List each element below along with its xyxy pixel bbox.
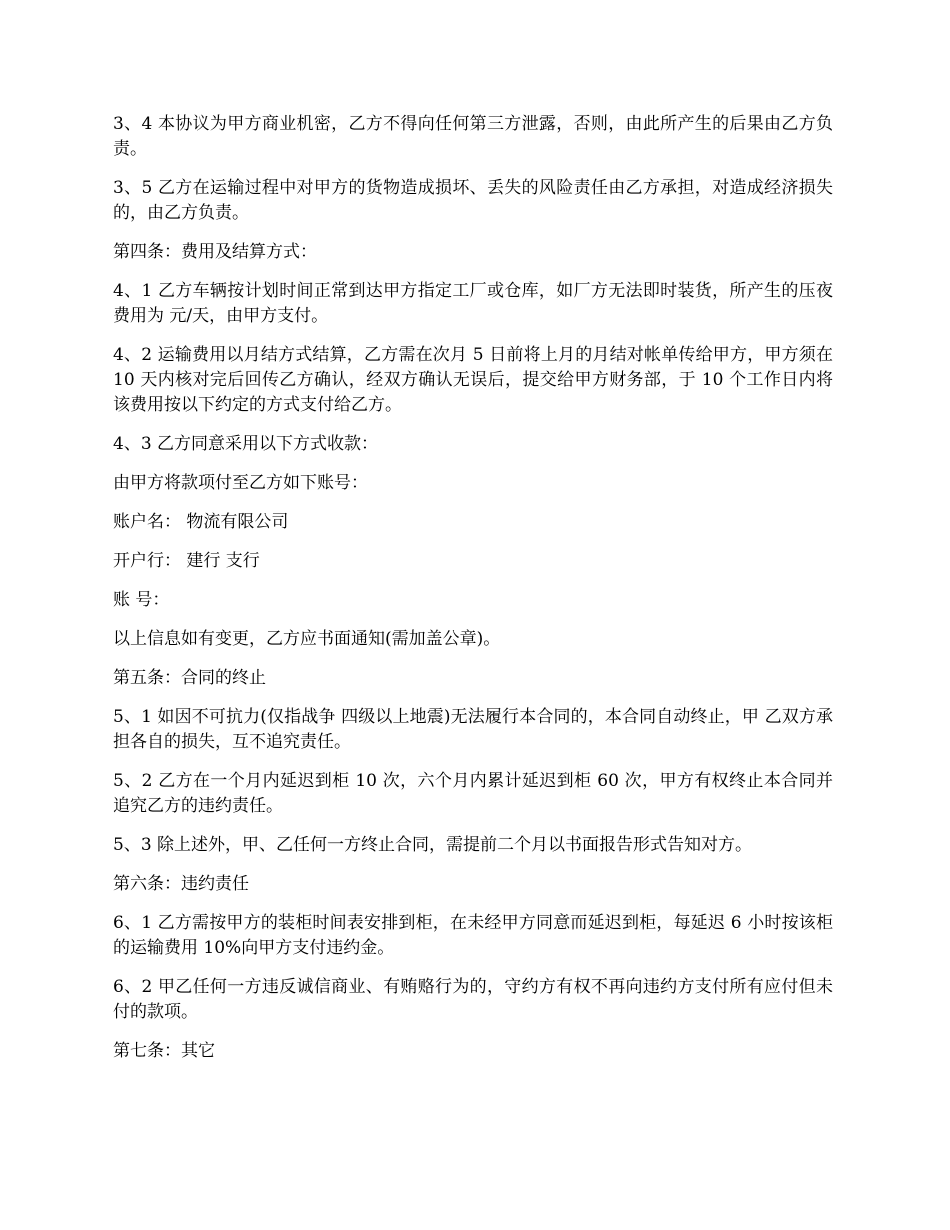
clause-4-3: 4、3 乙方同意采用以下方式收款：: [113, 434, 379, 454]
account-number-line: 账 号：: [113, 590, 170, 610]
payment-instruction: 由甲方将款项付至乙方如下账号：: [113, 473, 368, 493]
clause-6-1: 6、1 乙方需按甲方的装柜时间表安排到柜，在未经甲方同意而延迟到柜，每延迟 6 小时按该柜的运输费用 10%向甲方支付违约金。: [113, 913, 833, 958]
bank-line: 开户行： 建行 支行: [113, 551, 260, 571]
section-heading-article-4: 第四条：费用及结算方式：: [113, 242, 317, 262]
clause-5-2: 5、2 乙方在一个月内延迟到柜 10 次，六个月内累计延迟到柜 60 次，甲方有权终止本合同并追究乙方的违约责任。: [113, 771, 833, 816]
account-name-line: 账户名： 物流有限公司: [113, 512, 289, 532]
clause-3-5: 3、5 乙方在运输过程中对甲方的货物造成损坏、丢失的风险责任由乙方承担，对造成经济损失的，由乙方负责。: [113, 178, 833, 223]
clause-5-3: 5、3 除上述外，甲、乙任何一方终止合同，需提前二个月以书面报告形式告知对方。: [113, 835, 753, 855]
clause-4-2: 4、2 运输费用以月结方式结算，乙方需在次月 5 日前将上月的月结对帐单传给甲方，甲方须在 10 天内核对完后回传乙方确认，经双方确认无误后，提交给甲方财务部，于 10 个工作日内将该费用按以下约定的方式支付给乙方。: [113, 345, 833, 415]
change-notice: 以上信息如有变更，乙方应书面通知(需加盖公章)。: [113, 629, 501, 649]
section-heading-article-5: 第五条：合同的终止: [113, 668, 266, 688]
clause-4-1: 4、1 乙方车辆按计划时间正常到达甲方指定工厂或仓库，如厂方无法即时装货，所产生的压夜费用为 元/天，由甲方支付。: [113, 281, 833, 326]
section-heading-article-6: 第六条：违约责任: [113, 874, 249, 894]
clause-3-4: 3、4 本协议为甲方商业机密，乙方不得向任何第三方泄露，否则，由此所产生的后果由乙方负责。: [113, 114, 833, 159]
clause-5-1: 5、1 如因不可抗力(仅指战争 四级以上地震)无法履行本合同的，本合同自动终止，甲 乙双方承担各自的损失，互不追究责任。: [113, 707, 833, 752]
section-heading-article-7: 第七条：其它: [113, 1041, 215, 1061]
document-body: [113, 112, 833, 1078]
clause-6-2: 6、2 甲乙任何一方违反诚信商业、有贿赂行为的，守约方有权不再向违约方支付所有应付但未付的款项。: [113, 977, 833, 1022]
